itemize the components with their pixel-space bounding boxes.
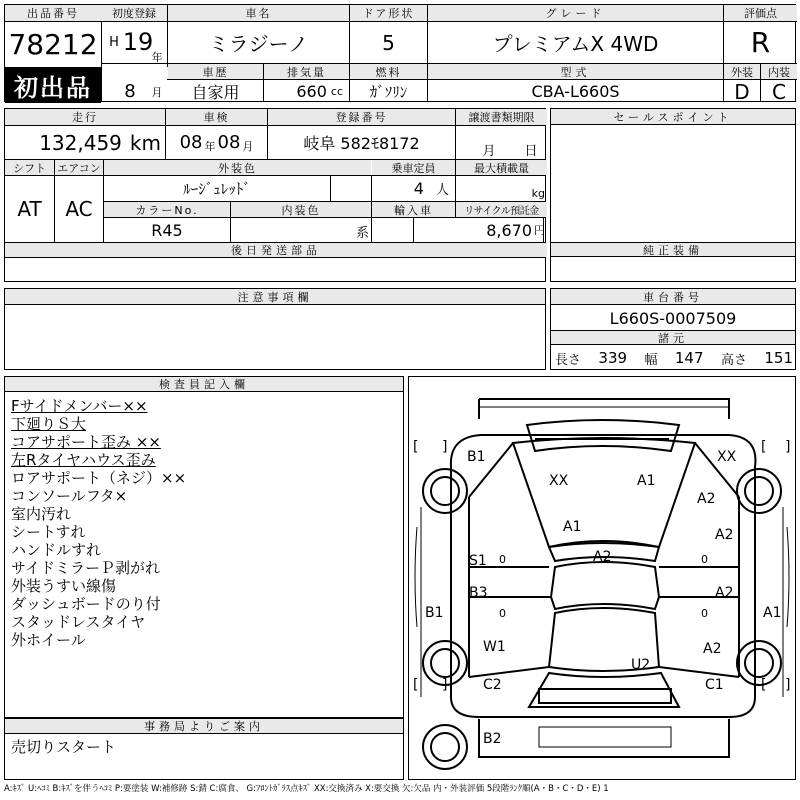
interior-color-unit: 系 xyxy=(355,225,369,241)
zero-mark: 0 xyxy=(701,553,708,566)
height: 151 xyxy=(764,349,793,367)
history-label: 車歴 xyxy=(168,64,263,79)
cautions-label: 注意事項欄 xyxy=(5,289,545,305)
note-line: コアサポート歪み ×× xyxy=(11,433,161,451)
width-label: 幅 xyxy=(644,352,658,368)
sales-points-label: セールスポイント xyxy=(551,109,795,125)
first-listing-badge: 初出品 xyxy=(5,67,101,103)
chassis-box xyxy=(550,288,796,370)
chassis-number: L660S-0007509 xyxy=(609,308,737,328)
note-line: 外装うすい線傷 xyxy=(11,577,117,595)
note-line: コンソールフタ× xyxy=(11,487,128,505)
damage-mark: A2 xyxy=(697,491,716,507)
mileage-label: 走行 xyxy=(5,109,165,125)
aircon: AC xyxy=(65,197,93,221)
fuel: ｶﾞｿﾘﾝ xyxy=(369,83,408,101)
note-line: シートすれ xyxy=(11,523,86,541)
fuel-label: 燃料 xyxy=(350,64,427,79)
displacement-label: 排気量 xyxy=(264,64,349,79)
recycle-unit: 円 xyxy=(534,224,545,237)
capacity: 4 xyxy=(413,179,424,198)
note-line: 外ホイール xyxy=(11,631,86,649)
registration-era: H xyxy=(109,34,119,50)
damage-mark: A2 xyxy=(593,549,612,565)
exterior-color-label: 外装色 xyxy=(104,160,371,175)
bracket-mark: ] xyxy=(785,677,791,693)
damage-mark: B1 xyxy=(425,605,444,621)
cautions-box xyxy=(4,288,546,370)
damage-mark: B1 xyxy=(467,449,486,465)
transfer-day-unit: 日 xyxy=(524,143,538,159)
damage-mark: A1 xyxy=(763,605,782,621)
height-label: 高さ xyxy=(720,352,747,368)
model-code: CBA-L660S xyxy=(531,82,620,101)
shift-label: シフト xyxy=(5,160,54,175)
interior-score: C xyxy=(772,79,786,104)
shift: AT xyxy=(17,197,42,221)
recycle-label: リサイクル預託金 xyxy=(456,202,547,217)
office-notice-box xyxy=(4,718,404,780)
bracket-mark: ] xyxy=(442,439,448,455)
damage-mark: A2 xyxy=(715,585,734,601)
damage-mark: B2 xyxy=(483,731,502,747)
car-damage-diagram xyxy=(408,376,796,780)
overall-score: R xyxy=(750,26,771,59)
recycle-fee: 8,670 xyxy=(486,220,532,240)
note-line: 左Rタイヤハウス歪み xyxy=(11,451,156,469)
damage-mark: XX xyxy=(717,449,737,465)
zero-mark: 0 xyxy=(499,607,506,620)
note-line: ダッシュボードのり付 xyxy=(11,595,161,613)
displacement: 660 xyxy=(296,82,327,101)
note-line: ハンドルすれ xyxy=(11,541,102,559)
vehicle-info-box xyxy=(4,108,546,282)
damage-mark: A1 xyxy=(637,473,656,489)
bracket-mark: [ xyxy=(761,439,767,455)
damage-mark: XX xyxy=(549,473,569,489)
damage-mark: W1 xyxy=(483,639,506,655)
registration-month-unit: 月 xyxy=(151,86,163,99)
car-name-label: 車名 xyxy=(168,5,349,22)
specs-label: 諸元 xyxy=(551,330,795,345)
score-label: 評価点 xyxy=(724,5,797,22)
registration-month: 8 xyxy=(124,80,136,102)
model-label: 型式 xyxy=(428,64,723,79)
office-notice-label: 事務局よりご案内 xyxy=(5,718,403,734)
note-line: スタッドレスタイヤ xyxy=(11,613,146,631)
damage-mark: C2 xyxy=(483,677,502,693)
interior-color-label: 内装色 xyxy=(231,202,371,217)
length: 339 xyxy=(598,349,628,367)
note-line: Fサイドメンバー×× xyxy=(11,397,148,415)
genuine-equipment-label: 純正装備 xyxy=(551,243,795,257)
car-name: ミラジーノ xyxy=(208,32,309,56)
lot-number-label: 出品番号 xyxy=(5,5,101,22)
aircon-label: エアコン xyxy=(55,160,103,175)
inspector-notes-label: 検査員記入欄 xyxy=(5,377,403,392)
damage-mark: U2 xyxy=(631,657,651,673)
inspection-year: 08 xyxy=(179,132,203,153)
damage-mark: A1 xyxy=(563,519,582,535)
displacement-unit: cc xyxy=(330,85,343,98)
capacity-unit: 人 xyxy=(435,183,449,198)
exterior-color: ﾙｰｼﾞｭﾚｯﾄﾞ xyxy=(183,180,251,198)
damage-mark: A2 xyxy=(715,527,734,543)
inspector-notes-box xyxy=(4,376,404,718)
bracket-mark: ] xyxy=(442,677,448,693)
car-outline-graphic xyxy=(409,377,795,779)
later-parts-label: 後日発送部品 xyxy=(5,243,547,257)
mileage: 132,459 xyxy=(39,130,122,155)
inspection-month: 08 xyxy=(217,132,241,153)
color-number: R45 xyxy=(151,220,183,240)
exterior-score-label: 外装 xyxy=(724,64,760,79)
max-load-unit: kg xyxy=(531,186,545,200)
door-shape: 5 xyxy=(382,30,395,55)
zero-mark: 0 xyxy=(701,607,708,620)
interior-score-label: 内装 xyxy=(761,64,797,79)
bracket-mark: [ xyxy=(413,439,419,455)
history: 自家用 xyxy=(191,83,240,102)
capacity-label: 乗車定員 xyxy=(372,160,455,175)
damage-mark: C1 xyxy=(705,677,724,693)
transfer-deadline-label: 譲渡書類期限 xyxy=(456,109,547,125)
legend-text: A:ｷｽﾞ U:ﾍｺﾐ B:ｷｽﾞを伴うﾍｺﾐ P:要塗装 W:補修跡 S:錆 C:腐食、 G:ﾌﾛﾝﾄｶﾞﾗｽ点ｷｽﾞ XX:交換済み X:要交換 欠:欠品 内・外装評価 5段階ﾗﾝｸ順(A・B・C・D・E) 1 xyxy=(4,784,609,794)
damage-mark: A2 xyxy=(703,641,722,657)
grade: プレミアムX 4WD xyxy=(492,32,659,56)
bracket-mark: [ xyxy=(413,677,419,693)
exterior-score: D xyxy=(734,79,750,104)
mileage-unit: km xyxy=(129,130,161,155)
note-line: 下廻りＳ大 xyxy=(11,415,87,433)
door-shape-label: ドア形状 xyxy=(350,5,427,22)
zero-mark: 0 xyxy=(499,553,506,566)
registration-year: 19 xyxy=(122,28,154,56)
bracket-mark: ] xyxy=(785,439,791,455)
inspection-month-unit: 月 xyxy=(242,139,254,153)
note-line: サイドミラーＰ剥がれ xyxy=(11,559,160,577)
damage-mark: S1 xyxy=(469,553,487,569)
inspection-label: 車検 xyxy=(166,109,267,125)
width: 147 xyxy=(674,349,704,367)
max-load-label: 最大積載量 xyxy=(456,160,547,175)
transfer-month-unit: 月 xyxy=(482,143,496,159)
chassis-label: 車台番号 xyxy=(551,289,795,305)
note-line: ロアサポート（ネジ）×× xyxy=(11,469,187,487)
first-registration-label: 初度登録 xyxy=(101,5,167,22)
registration-year-unit: 年 xyxy=(151,51,163,64)
damage-mark: B3 xyxy=(469,585,488,601)
office-notice: 売切りスタート xyxy=(11,738,117,756)
sales-points-box xyxy=(550,108,796,282)
grade-label: グレード xyxy=(428,5,723,22)
inspection-year-unit: 年 xyxy=(204,139,216,153)
plate-number: 岐阜 582ﾓ8172 xyxy=(303,134,420,153)
note-line: 室内汚れ xyxy=(11,505,72,523)
plate-label: 登録番号 xyxy=(268,109,455,125)
import-label: 輸入車 xyxy=(372,202,455,217)
lot-number: 78212 xyxy=(8,27,98,61)
color-number-label: カラーNo. xyxy=(104,202,230,217)
length-label: 長さ xyxy=(555,352,582,368)
bracket-mark: [ xyxy=(761,677,767,693)
header-box xyxy=(4,4,796,102)
